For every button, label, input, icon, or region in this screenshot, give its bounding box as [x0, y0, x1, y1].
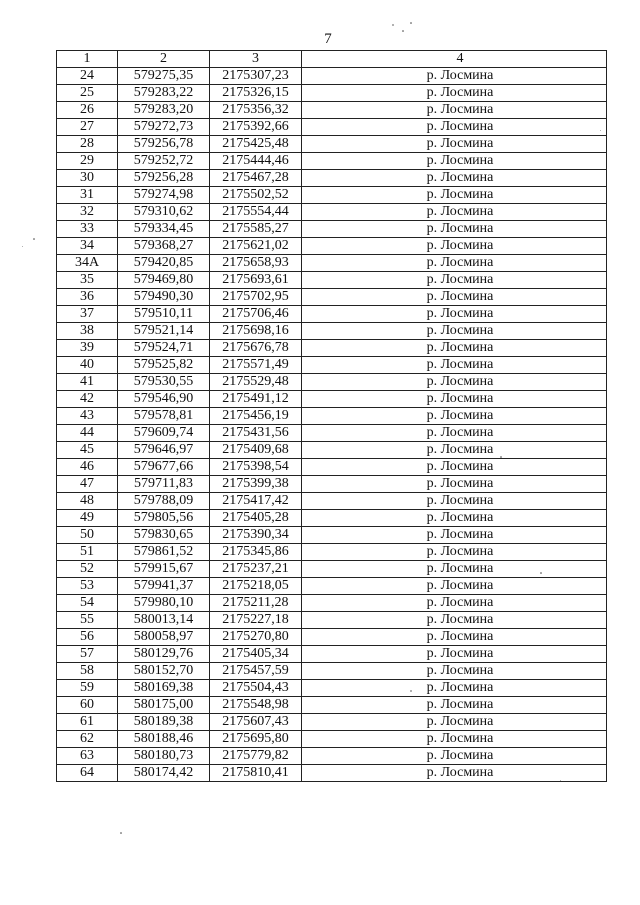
description-cell: р. Лосмина [302, 544, 607, 561]
coordinate-x-cell: 579283,20 [118, 102, 210, 119]
description-cell: р. Лосмина [302, 731, 607, 748]
description-cell: р. Лосмина [302, 425, 607, 442]
coordinate-y-cell: 2175326,15 [210, 85, 302, 102]
point-number-cell: 24 [57, 68, 118, 85]
table-row [57, 170, 607, 187]
description-cell: р. Лосмина [302, 255, 607, 272]
description-cell: р. Лосмина [302, 102, 607, 119]
point-number-cell: 57 [57, 646, 118, 663]
point-number-cell: 42 [57, 391, 118, 408]
description-cell: р. Лосмина [302, 153, 607, 170]
coordinate-x-cell: 579861,52 [118, 544, 210, 561]
description-cell: р. Лосмина [302, 170, 607, 187]
table-row [57, 544, 607, 561]
point-number-cell: 38 [57, 323, 118, 340]
table-row [57, 204, 607, 221]
coordinate-x-cell: 579941,37 [118, 578, 210, 595]
point-number-cell: 47 [57, 476, 118, 493]
table-row [57, 408, 607, 425]
coordinate-x-cell: 579283,22 [118, 85, 210, 102]
description-cell: р. Лосмина [302, 459, 607, 476]
coordinate-y-cell: 2175218,05 [210, 578, 302, 595]
description-cell: р. Лосмина [302, 238, 607, 255]
coordinate-x-cell: 580175,00 [118, 697, 210, 714]
point-number-cell: 39 [57, 340, 118, 357]
table-row [57, 731, 607, 748]
coordinate-x-cell: 579980,10 [118, 595, 210, 612]
coordinate-x-cell: 579334,45 [118, 221, 210, 238]
point-number-cell: 46 [57, 459, 118, 476]
coordinate-y-cell: 2175504,43 [210, 680, 302, 697]
coordinate-x-cell: 579252,72 [118, 153, 210, 170]
point-number-cell: 36 [57, 289, 118, 306]
coordinate-x-cell: 579420,85 [118, 255, 210, 272]
coordinate-x-cell: 579711,83 [118, 476, 210, 493]
coordinate-y-cell: 2175456,19 [210, 408, 302, 425]
scan-speck [410, 22, 412, 24]
table-row [57, 765, 607, 782]
coordinate-x-cell: 580129,76 [118, 646, 210, 663]
coordinate-y-cell: 2175392,66 [210, 119, 302, 136]
description-cell: р. Лосмина [302, 476, 607, 493]
table-row [57, 459, 607, 476]
description-cell: р. Лосмина [302, 357, 607, 374]
point-number-cell: 48 [57, 493, 118, 510]
description-cell: р. Лосмина [302, 612, 607, 629]
table-row [57, 391, 607, 408]
coordinate-x-cell: 580169,38 [118, 680, 210, 697]
point-number-cell: 37 [57, 306, 118, 323]
coordinate-y-cell: 2175502,52 [210, 187, 302, 204]
description-cell: р. Лосмина [302, 714, 607, 731]
table-header-row [57, 51, 607, 68]
description-cell: р. Лосмина [302, 578, 607, 595]
coordinate-y-cell: 2175405,34 [210, 646, 302, 663]
description-cell: р. Лосмина [302, 119, 607, 136]
table-row [57, 629, 607, 646]
point-number-cell: 34 [57, 238, 118, 255]
coordinate-y-cell: 2175571,49 [210, 357, 302, 374]
description-cell: р. Лосмина [302, 187, 607, 204]
coordinate-y-cell: 2175529,48 [210, 374, 302, 391]
table-row [57, 714, 607, 731]
table-body [57, 68, 607, 782]
coordinate-x-cell: 579521,14 [118, 323, 210, 340]
description-cell: р. Лосмина [302, 680, 607, 697]
point-number-cell: 27 [57, 119, 118, 136]
table-row [57, 646, 607, 663]
table-row [57, 680, 607, 697]
description-cell: р. Лосмина [302, 340, 607, 357]
point-number-cell: 64 [57, 765, 118, 782]
table-header [57, 51, 607, 68]
point-number-cell: 28 [57, 136, 118, 153]
coordinate-x-cell: 579546,90 [118, 391, 210, 408]
table-row [57, 306, 607, 323]
coordinate-x-cell: 580189,38 [118, 714, 210, 731]
point-number-cell: 61 [57, 714, 118, 731]
coordinate-y-cell: 2175390,34 [210, 527, 302, 544]
coordinate-y-cell: 2175270,80 [210, 629, 302, 646]
description-cell: р. Лосмина [302, 748, 607, 765]
description-cell: р. Лосмина [302, 221, 607, 238]
table-row [57, 510, 607, 527]
coordinate-x-cell: 579646,97 [118, 442, 210, 459]
scan-speck [392, 24, 394, 26]
coordinates-table [56, 50, 607, 782]
description-cell: р. Лосмина [302, 595, 607, 612]
coordinate-y-cell: 2175693,61 [210, 272, 302, 289]
coordinate-x-cell: 579788,09 [118, 493, 210, 510]
table-row [57, 663, 607, 680]
coordinate-y-cell: 2175706,46 [210, 306, 302, 323]
point-number-cell: 32 [57, 204, 118, 221]
table-row [57, 255, 607, 272]
table-row [57, 748, 607, 765]
table-row [57, 527, 607, 544]
point-number-cell: 31 [57, 187, 118, 204]
description-cell: р. Лосмина [302, 68, 607, 85]
table-row [57, 323, 607, 340]
coordinate-y-cell: 2175409,68 [210, 442, 302, 459]
description-cell: р. Лосмина [302, 697, 607, 714]
coordinate-x-cell: 580180,73 [118, 748, 210, 765]
coordinate-y-cell: 2175457,59 [210, 663, 302, 680]
coordinate-y-cell: 2175405,28 [210, 510, 302, 527]
coordinate-y-cell: 2175307,23 [210, 68, 302, 85]
table-row [57, 340, 607, 357]
coordinate-x-cell: 579310,62 [118, 204, 210, 221]
table-row [57, 238, 607, 255]
coordinate-x-cell: 579609,74 [118, 425, 210, 442]
coordinate-x-cell: 579256,28 [118, 170, 210, 187]
description-cell: р. Лосмина [302, 561, 607, 578]
coordinate-y-cell: 2175467,28 [210, 170, 302, 187]
description-cell: р. Лосмина [302, 136, 607, 153]
coordinate-x-cell: 579368,27 [118, 238, 210, 255]
coordinate-y-cell: 2175425,48 [210, 136, 302, 153]
coordinate-x-cell: 579525,82 [118, 357, 210, 374]
point-number-cell: 54 [57, 595, 118, 612]
coordinate-y-cell: 2175585,27 [210, 221, 302, 238]
coordinate-y-cell: 2175658,93 [210, 255, 302, 272]
scan-speck [402, 30, 404, 32]
table-row [57, 153, 607, 170]
description-cell: р. Лосмина [302, 85, 607, 102]
description-cell: р. Лосмина [302, 204, 607, 221]
point-number-cell: 50 [57, 527, 118, 544]
point-number-cell: 43 [57, 408, 118, 425]
scan-speck [540, 572, 542, 574]
point-number-cell: 51 [57, 544, 118, 561]
coordinate-y-cell: 2175548,98 [210, 697, 302, 714]
table-row [57, 578, 607, 595]
coordinate-y-cell: 2175237,21 [210, 561, 302, 578]
coordinate-x-cell: 579524,71 [118, 340, 210, 357]
coordinate-x-cell: 580013,14 [118, 612, 210, 629]
point-number-cell: 45 [57, 442, 118, 459]
point-number-cell: 44 [57, 425, 118, 442]
point-number-cell: 29 [57, 153, 118, 170]
column-header-4: 4 [302, 51, 607, 68]
point-number-cell: 35 [57, 272, 118, 289]
coordinate-x-cell: 579275,35 [118, 68, 210, 85]
coordinate-x-cell: 579578,81 [118, 408, 210, 425]
description-cell: р. Лосмина [302, 646, 607, 663]
coordinate-y-cell: 2175444,46 [210, 153, 302, 170]
point-number-cell: 30 [57, 170, 118, 187]
coordinate-y-cell: 2175399,38 [210, 476, 302, 493]
description-cell: р. Лосмина [302, 493, 607, 510]
table-row [57, 102, 607, 119]
table-row [57, 85, 607, 102]
table-row [57, 136, 607, 153]
point-number-cell: 41 [57, 374, 118, 391]
coordinate-y-cell: 2175345,86 [210, 544, 302, 561]
point-number-cell: 52 [57, 561, 118, 578]
point-number-cell: 59 [57, 680, 118, 697]
coordinate-x-cell: 580188,46 [118, 731, 210, 748]
point-number-cell: 26 [57, 102, 118, 119]
scan-speck [33, 238, 35, 240]
coordinate-y-cell: 2175431,56 [210, 425, 302, 442]
table-row [57, 68, 607, 85]
coordinate-y-cell: 2175779,82 [210, 748, 302, 765]
table-row [57, 221, 607, 238]
description-cell: р. Лосмина [302, 663, 607, 680]
coordinate-x-cell: 579256,78 [118, 136, 210, 153]
point-number-cell: 60 [57, 697, 118, 714]
point-number-cell: 34А [57, 255, 118, 272]
point-number-cell: 55 [57, 612, 118, 629]
description-cell: р. Лосмина [302, 289, 607, 306]
coordinate-y-cell: 2175607,43 [210, 714, 302, 731]
point-number-cell: 58 [57, 663, 118, 680]
coordinate-x-cell: 579915,67 [118, 561, 210, 578]
coordinate-y-cell: 2175227,18 [210, 612, 302, 629]
coordinate-x-cell: 579274,98 [118, 187, 210, 204]
point-number-cell: 40 [57, 357, 118, 374]
coordinate-x-cell: 579830,65 [118, 527, 210, 544]
coordinate-x-cell: 580058,97 [118, 629, 210, 646]
coordinate-y-cell: 2175810,41 [210, 765, 302, 782]
coordinate-x-cell: 579677,66 [118, 459, 210, 476]
coordinate-y-cell: 2175695,80 [210, 731, 302, 748]
scan-speck [500, 456, 502, 458]
coordinate-x-cell: 580152,70 [118, 663, 210, 680]
column-header-3: 3 [210, 51, 302, 68]
description-cell: р. Лосмина [302, 306, 607, 323]
description-cell: р. Лосмина [302, 374, 607, 391]
description-cell: р. Лосмина [302, 442, 607, 459]
table-row [57, 493, 607, 510]
coordinate-y-cell: 2175356,32 [210, 102, 302, 119]
column-header-2: 2 [118, 51, 210, 68]
scan-speck [22, 246, 23, 247]
table-row [57, 272, 607, 289]
table-row [57, 357, 607, 374]
table-row [57, 561, 607, 578]
coordinate-x-cell: 579805,56 [118, 510, 210, 527]
point-number-cell: 53 [57, 578, 118, 595]
coordinate-y-cell: 2175698,16 [210, 323, 302, 340]
point-number-cell: 62 [57, 731, 118, 748]
coordinate-x-cell: 579510,11 [118, 306, 210, 323]
table-row [57, 442, 607, 459]
table-row [57, 595, 607, 612]
point-number-cell: 49 [57, 510, 118, 527]
coordinate-y-cell: 2175554,44 [210, 204, 302, 221]
table-row [57, 697, 607, 714]
description-cell: р. Лосмина [302, 527, 607, 544]
column-header-1: 1 [57, 51, 118, 68]
coordinate-x-cell: 579272,73 [118, 119, 210, 136]
table-row [57, 476, 607, 493]
table-row [57, 119, 607, 136]
description-cell: р. Лосмина [302, 765, 607, 782]
coordinate-y-cell: 2175702,95 [210, 289, 302, 306]
page-number: 7 [324, 31, 332, 47]
coordinate-y-cell: 2175211,28 [210, 595, 302, 612]
point-number-cell: 63 [57, 748, 118, 765]
coordinate-y-cell: 2175491,12 [210, 391, 302, 408]
description-cell: р. Лосмина [302, 408, 607, 425]
point-number-cell: 33 [57, 221, 118, 238]
table-row [57, 425, 607, 442]
coordinate-x-cell: 579530,55 [118, 374, 210, 391]
description-cell: р. Лосмина [302, 391, 607, 408]
scan-speck [410, 690, 412, 692]
description-cell: р. Лосмина [302, 510, 607, 527]
table-row [57, 612, 607, 629]
coordinate-x-cell: 579469,80 [118, 272, 210, 289]
point-number-cell: 25 [57, 85, 118, 102]
coordinate-x-cell: 580174,42 [118, 765, 210, 782]
coordinate-y-cell: 2175398,54 [210, 459, 302, 476]
coordinate-y-cell: 2175621,02 [210, 238, 302, 255]
coordinate-y-cell: 2175676,78 [210, 340, 302, 357]
description-cell: р. Лосмина [302, 272, 607, 289]
coordinate-x-cell: 579490,30 [118, 289, 210, 306]
point-number-cell: 56 [57, 629, 118, 646]
table-row [57, 374, 607, 391]
description-cell: р. Лосмина [302, 629, 607, 646]
scan-speck [120, 832, 122, 834]
description-cell: р. Лосмина [302, 323, 607, 340]
table-row [57, 289, 607, 306]
table-row [57, 187, 607, 204]
coordinate-y-cell: 2175417,42 [210, 493, 302, 510]
